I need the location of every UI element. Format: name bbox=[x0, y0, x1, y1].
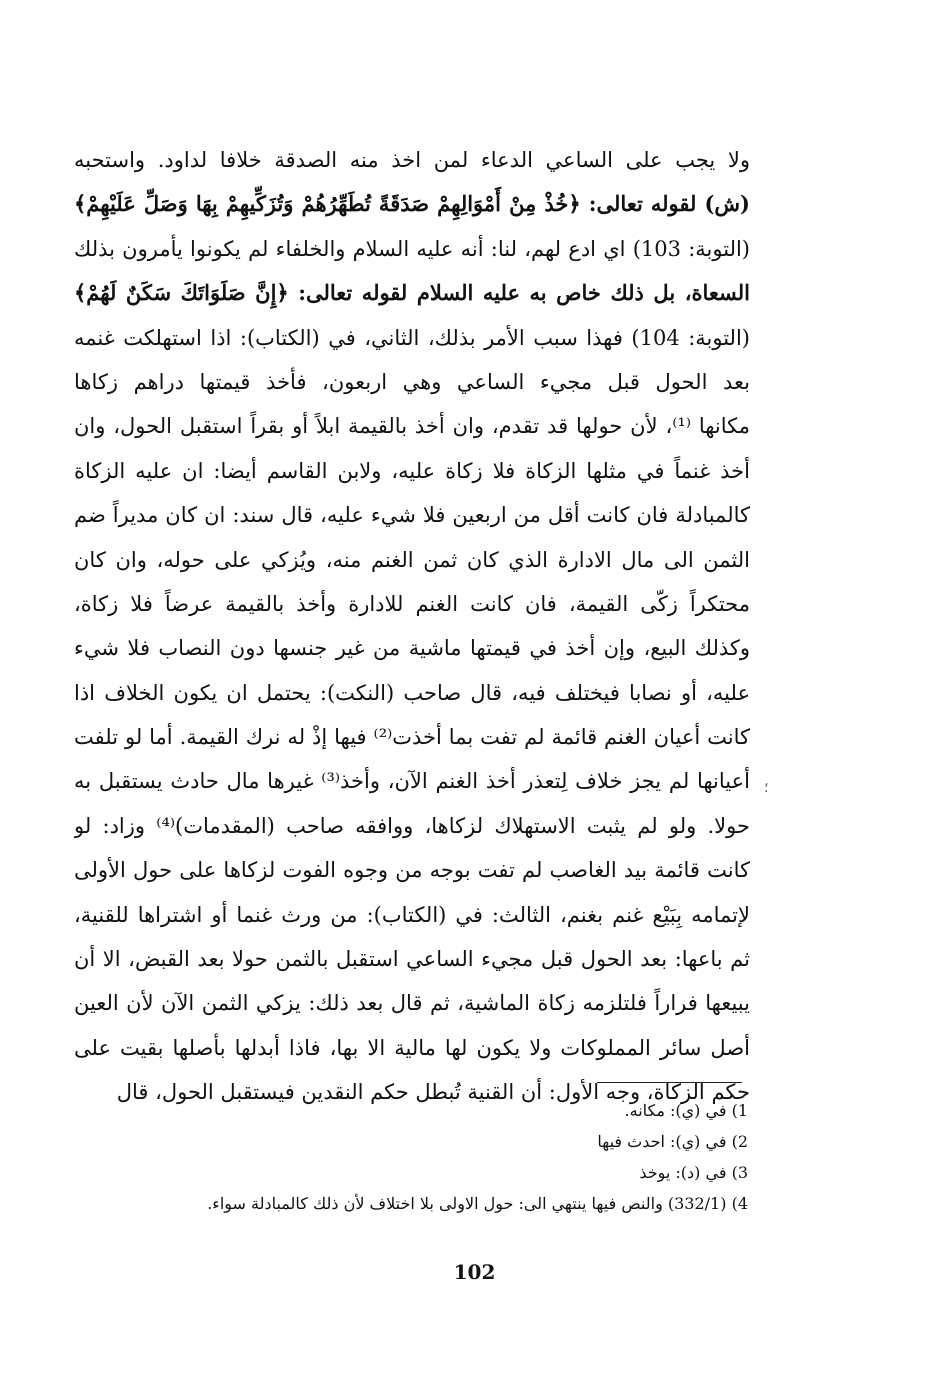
footnotes bbox=[100, 1095, 748, 1219]
margin-mark: ؛ bbox=[764, 780, 769, 796]
text-line: أعيانها لم يجز خلاف لِتعذر أخذ الغنم الآن، وأخذ⁽³⁾ غيرها مال حادث يستقبل به bbox=[74, 769, 750, 794]
text-line: محتكراً زكّى القيمة، فان كانت الغنم للادارة وأخذ بالقيمة عرضاً فلا زكاة، bbox=[74, 591, 750, 616]
text-line: ثم باعها: بعد الحول قبل مجيء الساعي استقبل بالثمن حولا بعد القبض، الا أن bbox=[74, 947, 750, 972]
main-text bbox=[74, 138, 750, 1115]
text-line: (ش) لقوله تعالى: ﴿خُذْ مِنْ أَمْوَالِهِمْ صَدَقَةً تُطَهِّرُهُمْ وَتُزَكِّيهِمْ بِهَا وَصَلِّ عَلَيْهِمْ﴾ bbox=[74, 191, 750, 217]
footnote: 1) في (ي): مكانه. bbox=[624, 1101, 748, 1120]
text-line: عليه، أو نصابا فيختلف فيه، قال صاحب (النكت): يحتمل ان يكون الخلاف اذا bbox=[74, 680, 750, 705]
text-line: مكانها ⁽¹⁾، لأن حولها قد تقدم، وان أخذ بالقيمة ابلاً أو بقراً استقبل الحول، وان bbox=[74, 414, 750, 439]
text-line: وكذلك البيع، وإن أخذ في قيمتها ماشية من غير جنسها دون النصاب فلا شيء bbox=[74, 636, 750, 661]
text-line: حولا. ولو لم يثبت الاستهلاك لزكاها، ووافقه صاحب (المقدمات)⁽⁴⁾ وزاد: لو bbox=[74, 813, 750, 838]
text-line: (التوبة: 104) فهذا سبب الأمر بذلك، الثاني، في (الكتاب): اذا استهلكت غنمه bbox=[74, 325, 750, 350]
text-line: بعد الحول قبل مجيء الساعي وهي اربعون، فأخذ قيمتها دراهم زكاها bbox=[74, 369, 750, 394]
text-line: كانت قائمة بيد الغاصب لم تفت بوجه من وجوه الفوت لزكاها على حول الأولى bbox=[74, 858, 750, 883]
footnote: 3) في (د): يوخذ bbox=[639, 1163, 748, 1182]
footnote-separator bbox=[597, 1082, 742, 1083]
text-line: كالمبادلة فان كانت أقل من اربعين فلا شيء عليه، قال سند: ان كان مديراً ضم bbox=[74, 503, 750, 528]
text-line: أخذ غنماً في مثلها الزكاة فلا زكاة عليه، ولابن القاسم أيضا: ان عليه الزكاة bbox=[74, 458, 750, 483]
text-line: (التوبة: 103) اي ادع لهم، لنا: أنه عليه السلام والخلفاء لم يكونوا يأمرون بذلك bbox=[74, 236, 750, 261]
text-line: أصل سائر المملوكات ولا يكون لها مالية الا بها، فاذا أبدلها بأصلها بقيت على bbox=[74, 1035, 750, 1060]
text-line: الثمن الى مال الادارة الذي كان ثمن الغنم منه، ويُزكي على حوله، وان كان bbox=[74, 547, 750, 572]
text-line: حكم الزكاة، وجه الأول: أن القنية تُبطل حكم النقدين فيستقبل الحول، قال bbox=[116, 1080, 750, 1105]
page-number: 102 bbox=[453, 1260, 496, 1284]
text-line: يبيعها فراراً فلتلزمه زكاة الماشية، ثم قال بعد ذلك: يزكي الثمن الآن لأن العين bbox=[74, 991, 750, 1016]
footnote: 2) في (ي): احدث فيها bbox=[597, 1132, 748, 1151]
text-line: السعاة، بل ذلك خاص به عليه السلام لقوله تعالى: ﴿إِنَّ صَلَوَاتَكَ سَكَنٌ لَهُمْ﴾ bbox=[74, 280, 750, 306]
text-line: لإتمامه بِبَيْع غنم بغنم، الثالث: في (الكتاب): من ورث غنما أو اشتراها للقنية، bbox=[74, 902, 750, 927]
footnote: 4) (332/1) والنص فيها ينتهي الى: حول الاولى بلا اختلاف لأن ذلك كالمبادلة سواء. bbox=[207, 1194, 748, 1213]
text-line: ولا يجب على الساعي الدعاء لمن اخذ منه الصدقة خلافا لداود. واستحبه bbox=[74, 148, 750, 172]
text-line: كانت أعيان الغنم قائمة لم تفت بما أخذت⁽²⁾ فيها إذْ له نرك القيمة. أما لو تلفت bbox=[74, 725, 750, 750]
